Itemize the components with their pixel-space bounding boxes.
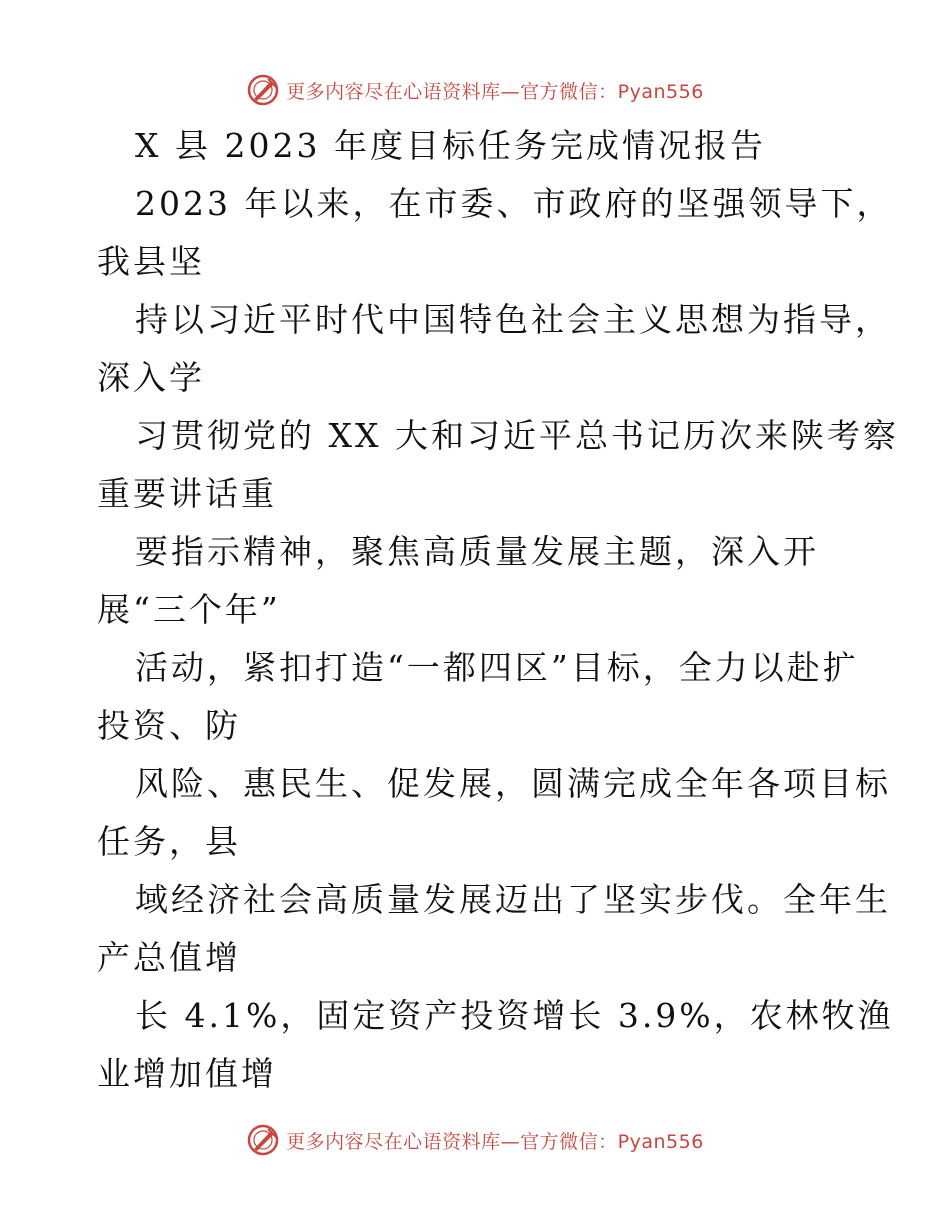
paragraph-line: 长 4.1%，固定资产投资增长 3.9%，农林牧渔 [135, 996, 894, 1035]
paragraph-line: 展“三个年” [97, 590, 281, 629]
watermark-text: 更多内容尽在心语资料库—官方微信：Pyan556 [286, 80, 704, 103]
paragraph-line: 域经济社会高质量发展迈出了坚实步伐。全年生 [135, 880, 891, 919]
paragraph-line: 风险、惠民生、促发展，圆满完成全年各项目标 [135, 764, 891, 803]
paragraph-line: 产总值增 [97, 938, 241, 977]
paragraph-line: 要指示精神，聚焦高质量发展主题，深入开 [135, 532, 819, 571]
paragraph-line: 活动，紧扣打造“一都四区”目标，全力以赴扩 [135, 648, 859, 687]
paragraph-line: 持以习近平时代中国特色社会主义思想为指导， [135, 300, 891, 339]
paragraph-line: 重要讲话重 [97, 474, 277, 513]
document-title: X 县 2023 年度目标任务完成情况报告 [135, 126, 766, 165]
paragraph-line: 投资、防 [97, 706, 241, 745]
paragraph-line: 任务，县 [97, 822, 241, 861]
paragraph-line: 我县坚 [97, 242, 205, 281]
watermark-footer [0, 1120, 950, 1160]
paragraph-line: 深入学 [97, 358, 205, 397]
paragraph-line: 习贯彻党的 XX 大和习近平总书记历次来陕考察 [135, 416, 899, 455]
watermark-text: 更多内容尽在心语资料库—官方微信：Pyan556 [286, 1130, 704, 1153]
quill-pen-seal-icon [246, 1123, 280, 1157]
paragraph-line: 业增加值增 [97, 1054, 277, 1093]
paragraph-line: 2023 年以来，在市委、市政府的坚强领导下， [135, 184, 893, 223]
watermark-header [0, 70, 950, 110]
quill-pen-seal-icon [246, 73, 280, 107]
